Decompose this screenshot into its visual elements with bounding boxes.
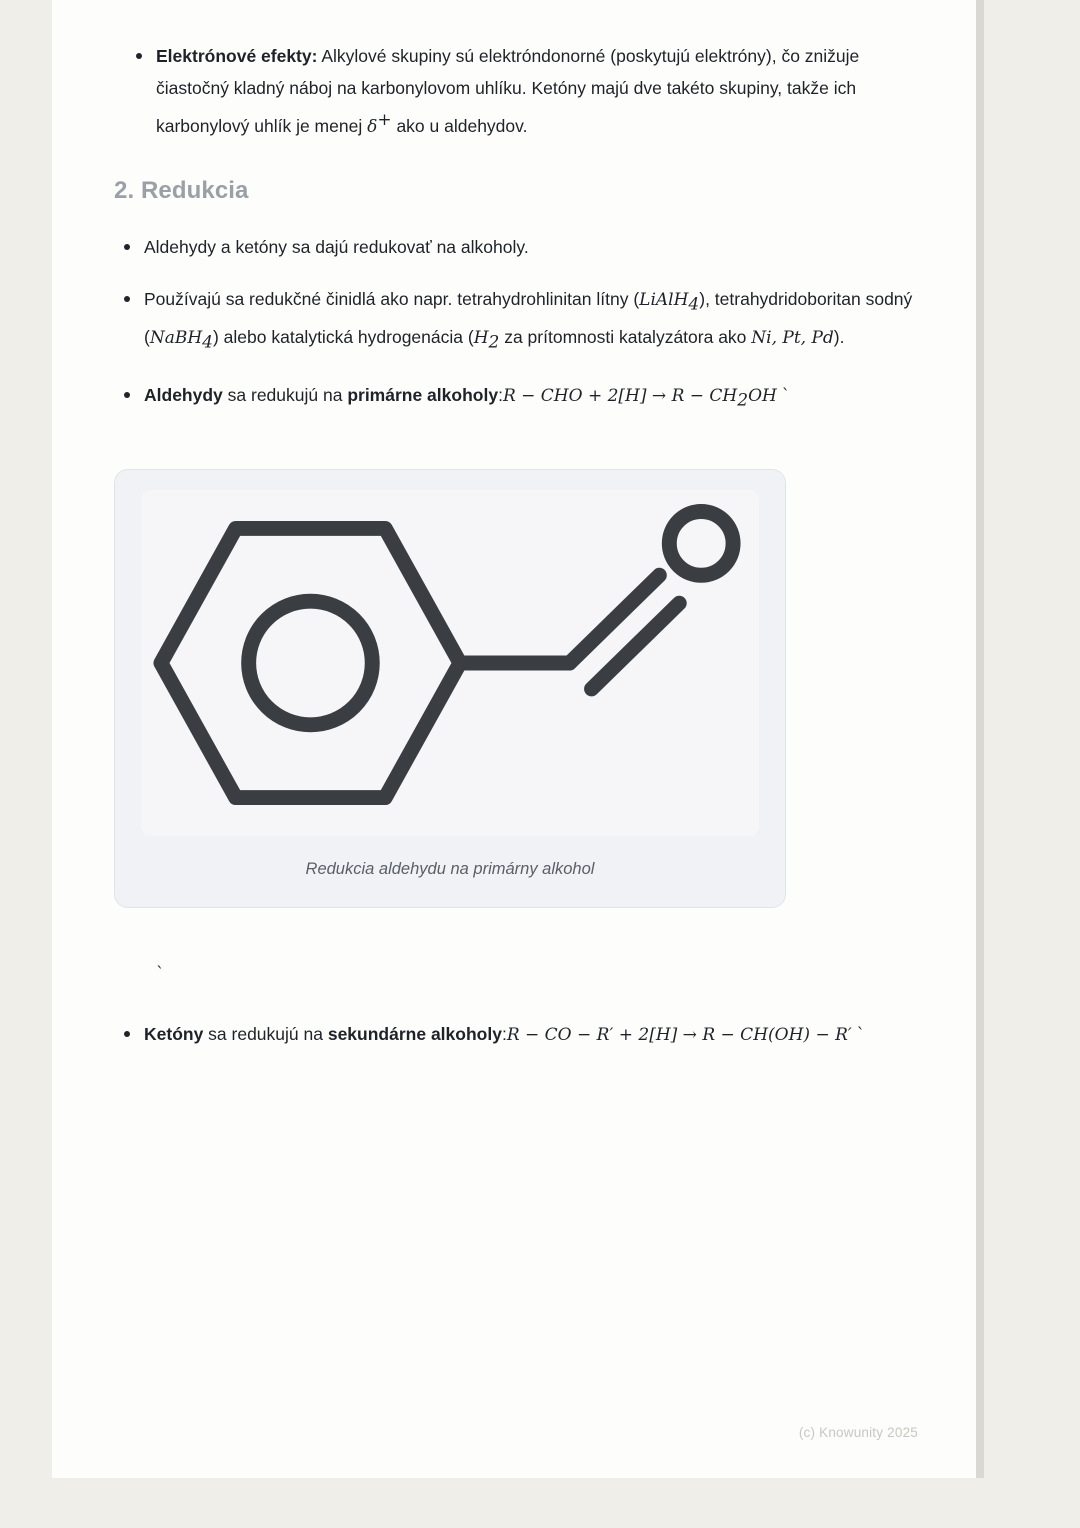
bullet-lead-label: Aldehydy bbox=[144, 385, 223, 406]
delta-symbol: δ bbox=[367, 116, 378, 137]
bullet-tail-text: ako u aldehydov. bbox=[391, 115, 528, 136]
benzaldehyde-structure-icon bbox=[141, 503, 759, 823]
delta-superscript: + bbox=[377, 109, 392, 130]
equation-tail: OH bbox=[748, 386, 777, 407]
list-item bbox=[114, 283, 914, 359]
formula-catalysts: Ni, Pt, Pd bbox=[751, 328, 834, 349]
figure-caption: Redukcia aldehydu na primárny alkohol bbox=[305, 860, 595, 879]
formula-lialh4: LiAlH bbox=[639, 290, 689, 311]
stray-backtick: ` bbox=[856, 1025, 866, 1046]
bullet-text-part: ), tetrahydridoboritan sodný ( bbox=[144, 289, 913, 348]
bullet-lead-label: Elektrónové efekty: bbox=[156, 46, 318, 66]
scrollbar-track[interactable] bbox=[976, 0, 984, 1478]
bullet-text: Aldehydy a ketóny sa dajú redukovať na alkoholy. bbox=[144, 237, 529, 258]
bullet-text-part: sa redukujú na bbox=[222, 385, 348, 406]
formula-h2-sub: 2 bbox=[488, 332, 500, 353]
stray-backtick-line: ` bbox=[156, 964, 165, 985]
list-item bbox=[114, 1018, 914, 1051]
formula-h2: H bbox=[473, 328, 489, 349]
list-item bbox=[114, 379, 914, 417]
page-content bbox=[52, 0, 976, 1052]
formula-nabh4: NaBH bbox=[149, 328, 203, 349]
figure-card bbox=[114, 469, 786, 908]
bullet-lead-label: Ketóny bbox=[144, 1024, 204, 1045]
list-item bbox=[114, 40, 914, 143]
equation-subscript: 2 bbox=[737, 390, 749, 411]
formula-lialh4-sub: 4 bbox=[688, 294, 700, 315]
bullet-text-part: ). bbox=[833, 327, 845, 348]
bullet-text-part: za prítomnosti katalyzátora ako bbox=[499, 327, 752, 348]
bullet-text-part: sa redukujú na bbox=[203, 1024, 328, 1045]
bullet-text-part: : bbox=[498, 385, 503, 406]
equation-ketone-reduction: R − CO − R′ + 2[H] → R − CH(OH) − R′ bbox=[506, 1025, 852, 1046]
section-heading: 2. Redukcia bbox=[114, 177, 249, 205]
intro-bullet-list bbox=[114, 40, 914, 143]
bullet-body-text: Alkylové skupiny sú elektróndonorné (poskytujú elektróny), čo znižuje čiastočný kladný náboj na karbonylovom uhlíku. Ketóny majú dve takéto skupiny, takže ich karbonylový uhlík je menej bbox=[156, 46, 860, 136]
equation-aldehyde-reduction: R − CHO + 2[H] → R − CH bbox=[502, 386, 738, 407]
bullet-text-part: Používajú sa redukčné činidlá ako napr. tetrahydrohlinitan lítny ( bbox=[144, 289, 640, 310]
watermark-text: (c) Knowunity 2025 bbox=[798, 1425, 918, 1440]
figure-image bbox=[141, 490, 759, 836]
bullet-text-part: : bbox=[501, 1024, 507, 1045]
formula-nabh4-sub: 4 bbox=[202, 332, 213, 353]
bullet-text-part: ) alebo katalytická hydrogenácia ( bbox=[212, 327, 474, 348]
section-bullet-list-continued bbox=[114, 1018, 914, 1051]
bullet-lead-label-2: primárne alkoholy bbox=[347, 385, 499, 406]
list-item bbox=[114, 231, 914, 263]
oxygen-circle-icon bbox=[669, 512, 733, 576]
stray-backtick: ` bbox=[781, 386, 791, 407]
bullet-lead-label-2: sekundárne alkoholy bbox=[327, 1024, 502, 1045]
document-page bbox=[52, 0, 976, 1478]
section-bullet-list bbox=[114, 231, 914, 417]
